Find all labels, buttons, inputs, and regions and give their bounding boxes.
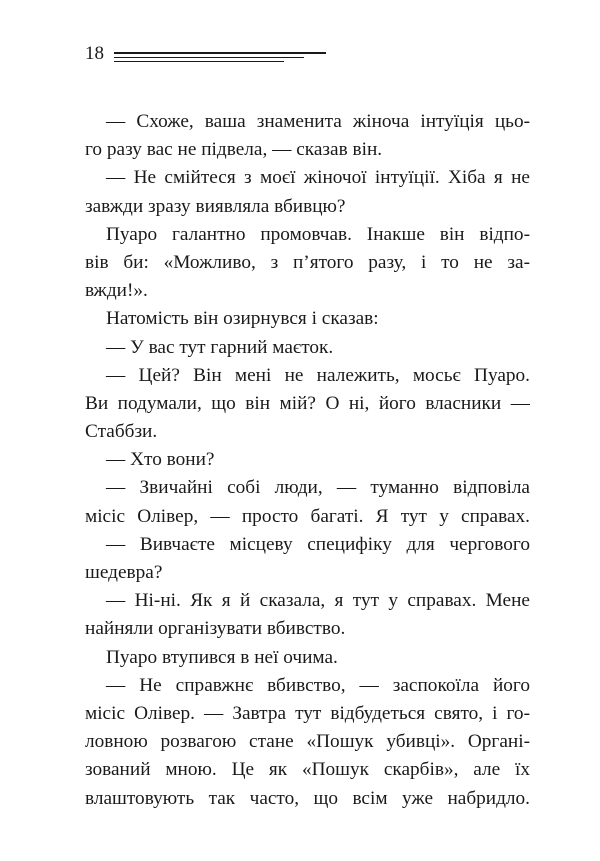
text-line: найняли організувати вбивство. bbox=[85, 618, 346, 640]
text-line: Стаббзи. bbox=[85, 421, 158, 443]
text-line: місіс Олівер. — Завтра тут відбудеться свято, і го- bbox=[85, 702, 530, 724]
text-line: Ви подумали, що він мій? О ні, його власники — bbox=[85, 392, 530, 414]
text-line: Натомість він озирнувся і сказав: bbox=[106, 308, 379, 330]
text-line: зований мною. Це як «Пошук скарбів», але їх bbox=[85, 759, 530, 781]
header-rule-bottom bbox=[114, 61, 284, 62]
text-line: ловною розвагою стане «Пошук убивці». Органі- bbox=[85, 731, 530, 753]
body-text bbox=[85, 108, 530, 813]
text-line: — У вас тут гарний маєток. bbox=[106, 336, 334, 358]
text-line: — Вивчаєте місцеву специфіку для чергового bbox=[106, 533, 530, 555]
text-line: вжди!». bbox=[85, 280, 148, 302]
text-line: — Ні-ні. Як я й сказала, я тут у справах. Мене bbox=[106, 590, 530, 612]
text-line: місіс Олівер, — просто багаті. Я тут у справах. bbox=[85, 505, 530, 527]
text-line: шедевра? bbox=[85, 562, 163, 583]
text-line: — Не смійтеся з моєї жіночої інтуїції. Хіба я не bbox=[106, 167, 530, 189]
text-line: Пуаро втупився в неї очима. bbox=[106, 646, 338, 668]
text-line: — Цей? Він мені не належить, мосьє Пуаро. bbox=[106, 364, 530, 386]
header-rule-middle bbox=[114, 57, 304, 58]
text-line: завжди зразу виявляла вбивцю? bbox=[85, 195, 346, 217]
text-line: го разу вас не підвела, — сказав він. bbox=[85, 139, 383, 161]
header-rules bbox=[114, 52, 326, 66]
text-line: — Не справжнє вбивство, — заспокоїла його bbox=[106, 674, 530, 696]
text-line: — Схоже, ваша знаменита жіноча інтуїція цьо- bbox=[106, 111, 530, 132]
text-line: — Хто вони? bbox=[106, 449, 215, 471]
header-rule-top bbox=[114, 52, 326, 54]
page-number: 18 bbox=[85, 43, 104, 64]
text-line: Пуаро галантно промовчав. Інакше він відпо- bbox=[106, 223, 530, 245]
text-line: влаштовують так часто, що всім уже набридло. bbox=[85, 787, 530, 809]
text-line: вів би: «Можливо, з п’ятого разу, і то не за- bbox=[85, 251, 530, 273]
text-line: — Звичайні собі люди, — туманно відповіла bbox=[106, 477, 530, 499]
